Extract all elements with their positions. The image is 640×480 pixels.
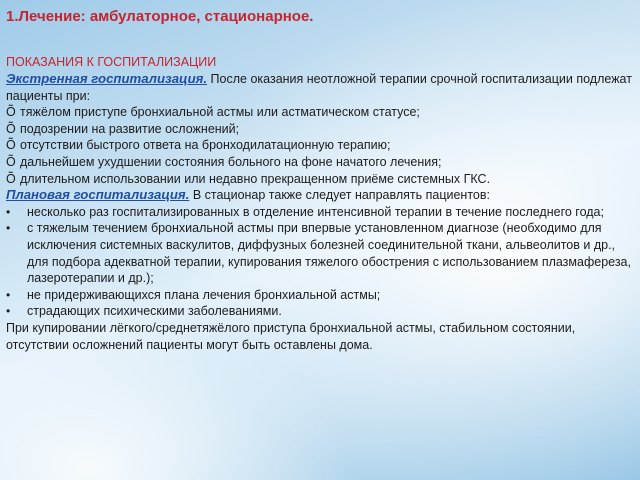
list-marker: Õ — [6, 171, 16, 186]
list-item — [6, 154, 634, 171]
bullet-icon: • — [6, 287, 11, 302]
planned-list — [6, 204, 634, 320]
list-item-text: несколько раз госпитализированных в отделение интенсивной терапии в течение последнего года; — [27, 204, 604, 219]
bullet-icon: • — [6, 204, 11, 219]
conclusion-text: При купировании лёгкого/среднетяжёлого приступа бронхиальной астмы, стабильном состоянии, отсутствии осложнений пациенты могут быть оставлены дома. — [6, 320, 576, 352]
list-item-text: длительном использовании или недавно прекращенном приёме системных ГКС. — [20, 171, 491, 186]
bullet-icon: • — [6, 304, 11, 319]
slide — [6, 8, 634, 353]
list-item-text: дальнейшем ухудшении состояния больного на фоне начатого лечения; — [20, 154, 442, 169]
list-item-text: подозрении на развитие осложнений; — [20, 121, 240, 136]
emergency-list — [6, 104, 634, 187]
list-marker: Õ — [6, 105, 16, 120]
slide-title: 1.Лечение: амбулаторное, стационарное. — [6, 8, 314, 25]
planned-label: Плановая госпитализация. — [6, 187, 190, 203]
emergency-intro — [6, 71, 634, 104]
emergency-label: Экстренная госпитализация. — [6, 71, 208, 86]
list-marker: Õ — [6, 154, 16, 169]
bullet-icon: • — [6, 221, 11, 236]
planned-text: В стационар также следует направлять пациентов: — [189, 188, 490, 203]
list-item — [6, 104, 634, 121]
list-item — [6, 121, 634, 138]
list-item — [6, 137, 634, 154]
list-marker: Õ — [6, 138, 16, 153]
list-item — [6, 204, 634, 221]
list-item-text: страдающих психическими заболеваниями. — [27, 304, 282, 319]
emergency-text: После оказания неотложной терапии срочной госпитализации подлежат пациенты при: — [6, 72, 632, 103]
list-item — [6, 220, 634, 286]
planned-intro — [6, 187, 634, 204]
list-item — [6, 171, 634, 188]
list-item-text: отсутствии быстрого ответа на бронходилатационную терапию; — [20, 138, 391, 153]
list-item-text: не придерживающихся плана лечения бронхиальной астмы; — [27, 287, 381, 302]
list-item-text: тяжёлом приступе бронхиальной астмы или астматическом статусе; — [20, 105, 420, 120]
list-item — [6, 303, 634, 320]
list-item — [6, 287, 634, 304]
section-heading: ПОКАЗАНИЯ К ГОСПИТАЛИЗАЦИИ — [6, 55, 217, 69]
list-item-text: с тяжелым течением бронхиальной астмы при впервые установленном диагнозе (необходимо для исключения системных васкулитов, диффузных болезней соединительной ткани, альвеолитов и др., для подбора адекватной терапии, купирования тяжелого обострения с использованием плазмафереза, лазеротерапии и др.); — [27, 221, 631, 286]
list-marker: Õ — [6, 121, 16, 136]
